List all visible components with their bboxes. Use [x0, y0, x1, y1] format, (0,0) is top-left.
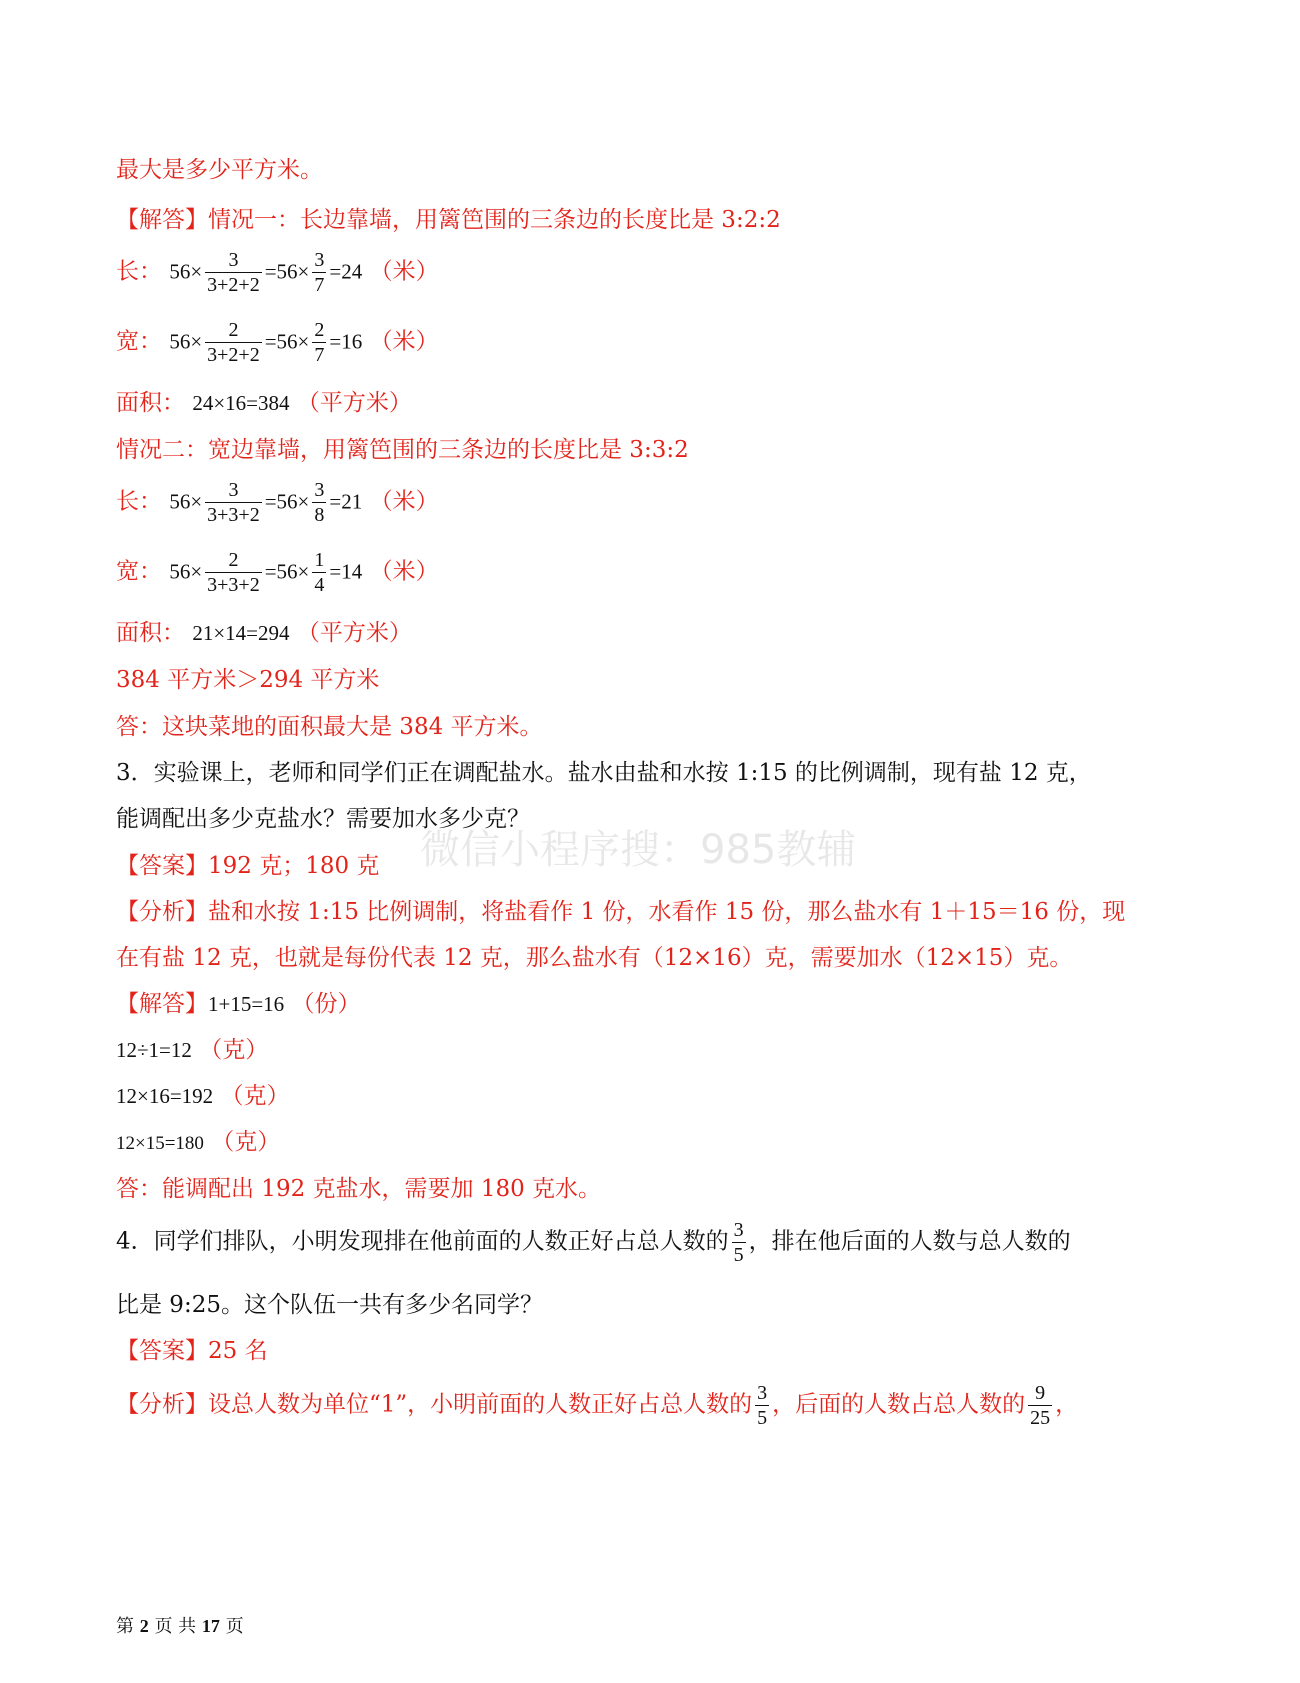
- math-part: =21: [329, 489, 363, 514]
- analysis-tag: 【分析】: [116, 899, 208, 925]
- numerator: 3: [314, 249, 325, 271]
- comparison-line: 384 平方米＞294 平方米: [116, 667, 380, 693]
- q4-text: ，排在他后面的人数与总人数的: [748, 1228, 1071, 1255]
- denominator: 8: [314, 504, 325, 526]
- math-expr: 21×14=294: [192, 621, 290, 645]
- math-part: 56×: [169, 259, 203, 284]
- label: 长：: [116, 488, 162, 515]
- fraction: [205, 478, 262, 527]
- unit: （平方米）: [296, 390, 412, 416]
- length-calc-2: [116, 478, 439, 527]
- analysis-text: 盐和水按 1:15 比例调制，将盐看作 1 份，水看作 15 份，那么盐水有 1＋15＝16 份，现: [208, 899, 1126, 925]
- analysis-tag: 【分析】: [116, 1391, 208, 1418]
- q3-step-3: [116, 1127, 280, 1159]
- fraction: [312, 478, 326, 527]
- math-part: =56×: [264, 259, 310, 284]
- numerator: 3: [757, 1382, 768, 1404]
- fraction: [205, 548, 262, 597]
- fraction: [312, 248, 326, 297]
- numerator: 1: [314, 549, 325, 571]
- math-part: =14: [329, 559, 363, 584]
- q3-analysis-line-2: 在有盐 12 克，也就是每份代表 12 克，那么盐水有（12×16）克，需要加水（12×15）克。: [116, 945, 1073, 971]
- numerator: 3: [228, 249, 239, 271]
- unit: （米）: [369, 558, 439, 585]
- math-part: =56×: [264, 329, 310, 354]
- unit: （米）: [369, 328, 439, 355]
- numerator: 9: [1035, 1382, 1046, 1404]
- denominator: 5: [733, 1244, 744, 1266]
- fraction: [312, 318, 326, 367]
- math-part: =16: [329, 329, 363, 354]
- question-4-line-1: [116, 1218, 1071, 1267]
- fraction: [732, 1218, 746, 1267]
- page-number: 2: [139, 1616, 149, 1636]
- watermark-text: 微信小程序搜：985教辅: [420, 827, 857, 873]
- unit: （米）: [369, 488, 439, 515]
- denominator: 25: [1030, 1407, 1051, 1429]
- denominator: 4: [314, 574, 325, 596]
- solution-tag: 【解答】: [116, 991, 208, 1017]
- text-line: 最大是多少平方米。: [116, 157, 323, 183]
- math-expr: 12÷1=12: [116, 1038, 192, 1062]
- page-footer: [116, 1612, 244, 1638]
- math-expr: 12×15=180: [116, 1133, 204, 1154]
- unit: （克）: [220, 1083, 290, 1109]
- answer-tag: 【答案】: [116, 853, 208, 879]
- denominator: 7: [314, 344, 325, 366]
- numerator: 2: [228, 549, 239, 571]
- area-calc-1: [116, 388, 412, 418]
- math-expr: 12×16=192: [116, 1084, 214, 1108]
- math-part: 56×: [169, 489, 203, 514]
- label: 面积：: [116, 620, 185, 646]
- unit: （克）: [211, 1129, 281, 1155]
- q3-solution: [116, 989, 361, 1019]
- denominator: 7: [314, 274, 325, 296]
- math-part: =56×: [264, 489, 310, 514]
- answer-text: 25 名: [208, 1338, 268, 1364]
- numerator: 2: [228, 319, 239, 341]
- unit: （克）: [199, 1037, 269, 1063]
- fraction: [755, 1381, 769, 1430]
- question-4-line-2: 比是 9:25。这个队伍一共有多少名同学？: [116, 1292, 543, 1318]
- q4-answer: [116, 1336, 268, 1366]
- solution-tag: 【解答】: [116, 207, 208, 233]
- answer-line: 答：这块菜地的面积最大是 384 平方米。: [116, 714, 543, 740]
- q3-final-answer: 答：能调配出 192 克盐水，需要加 180 克水。: [116, 1176, 602, 1202]
- q3-answer: [116, 851, 379, 881]
- math-part: 56×: [169, 329, 203, 354]
- math-expr: 24×16=384: [192, 391, 290, 415]
- footer-suffix: 页: [219, 1616, 244, 1637]
- denominator: 3+2+2: [207, 274, 260, 296]
- q3-step-1: [116, 1035, 268, 1065]
- footer-mid: 页 共: [148, 1616, 202, 1637]
- fraction: [1028, 1381, 1052, 1430]
- unit: （平方米）: [296, 620, 412, 646]
- total-pages: 17: [201, 1616, 220, 1636]
- denominator: 5: [757, 1407, 768, 1429]
- q3-analysis-line-1: [116, 897, 1125, 927]
- label: 宽：: [116, 558, 162, 585]
- numerator: 3: [314, 479, 325, 501]
- footer-prefix: 第: [116, 1616, 140, 1637]
- label: 宽：: [116, 328, 162, 355]
- q4-text: 4．同学们排队，小明发现排在他前面的人数正好占总人数的: [116, 1228, 729, 1255]
- length-calc-1: [116, 248, 439, 297]
- denominator: 3+2+2: [207, 344, 260, 366]
- label: 面积：: [116, 390, 185, 416]
- answer-text: 192 克；180 克: [208, 853, 380, 879]
- question-3-line-2: 能调配出多少克盐水？需要加水多少克？: [116, 806, 530, 832]
- math-part: =24: [329, 259, 363, 284]
- answer-tag: 【答案】: [116, 1338, 208, 1364]
- analysis-text: ，后面的人数占总人数的: [772, 1391, 1026, 1418]
- case-one-text: 情况一：长边靠墙，用篱笆围的三条边的长度比是 3:2:2: [208, 207, 781, 233]
- width-calc-1: [116, 318, 439, 367]
- math-part: =56×: [264, 559, 310, 584]
- numerator: 3: [733, 1219, 744, 1241]
- unit: （份）: [291, 991, 361, 1017]
- numerator: 3: [228, 479, 239, 501]
- question-3-line-1: 3．实验课上，老师和同学们正在调配盐水。盐水由盐和水按 1:15 的比例调制，现有盐 12 克，: [116, 760, 1092, 786]
- denominator: 3+3+2: [207, 504, 260, 526]
- q4-analysis: [116, 1381, 1078, 1430]
- q3-step-2: [116, 1081, 290, 1111]
- case-two-text: 情况二：宽边靠墙，用篱笆围的三条边的长度比是 3:3:2: [116, 437, 689, 463]
- math-part: 56×: [169, 559, 203, 584]
- analysis-text: ，: [1055, 1391, 1079, 1418]
- fraction: [205, 318, 262, 367]
- analysis-text: 设总人数为单位“1”，小明前面的人数正好占总人数的: [208, 1391, 753, 1418]
- solution-header: [116, 205, 781, 235]
- width-calc-2: [116, 548, 439, 597]
- fraction: [312, 548, 326, 597]
- unit: （米）: [369, 258, 439, 285]
- numerator: 2: [314, 319, 325, 341]
- fraction: [205, 248, 262, 297]
- math-expr: 1+15=16: [208, 992, 285, 1016]
- area-calc-2: [116, 618, 412, 648]
- denominator: 3+3+2: [207, 574, 260, 596]
- label: 长：: [116, 258, 162, 285]
